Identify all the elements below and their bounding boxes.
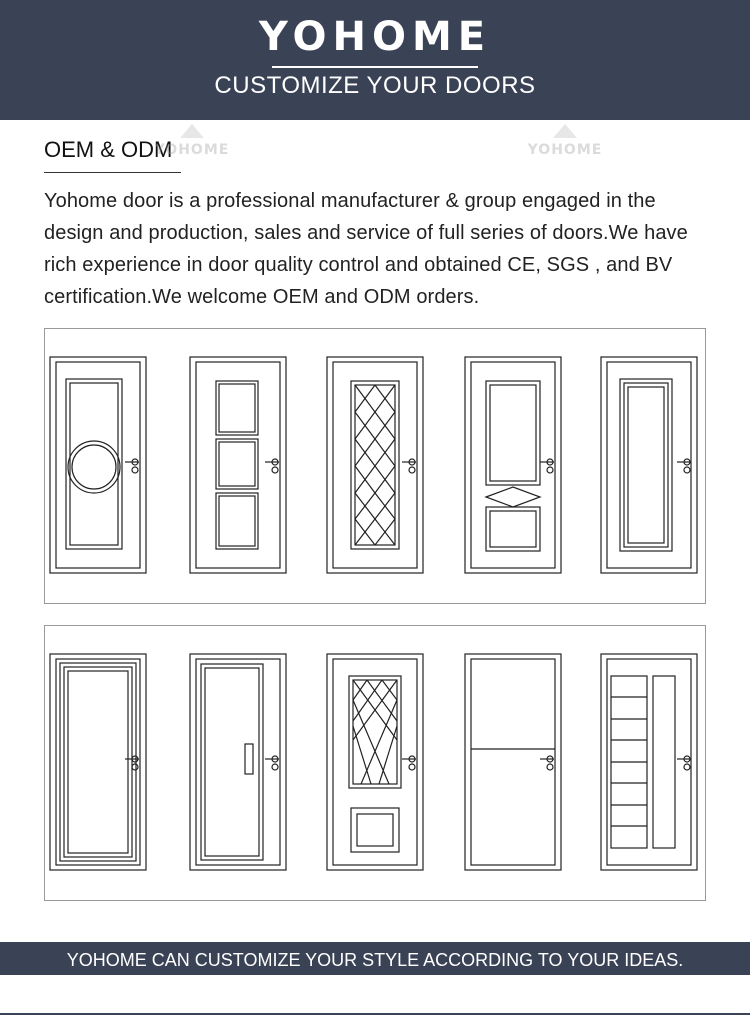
side-handle-glass-door	[190, 654, 286, 870]
full-glass-door	[601, 357, 697, 573]
watermark-logo	[525, 122, 605, 166]
watermark-text: YOHOME	[154, 142, 230, 158]
door-panel-row-2	[44, 625, 706, 901]
framed-glass-door	[50, 654, 146, 870]
door-drawings-row-2	[45, 626, 705, 900]
three-panel-door	[190, 357, 286, 573]
logo-underline	[272, 66, 478, 68]
title-underline	[44, 172, 181, 173]
intro-paragraph: Yohome door is a professional manufacturer & group engaged in the design and production, sales and service of full series of doors.We have rich experience in door quality control and obtained CE, SGS , and BV certification.We welcome OEM and ODM orders.	[44, 190, 688, 308]
flat-line-door	[465, 654, 561, 870]
brand-logo: YOHOME	[258, 14, 492, 60]
section-title: OEM & ODM	[44, 137, 173, 162]
footer-banner	[0, 942, 750, 975]
header-tagline: CUSTOMIZE YOUR DOORS	[214, 72, 536, 99]
ladder-panel-door	[601, 654, 697, 870]
diamond-lattice-door	[327, 357, 423, 573]
lattice-window-door	[327, 654, 423, 870]
door-panel-row-1	[44, 328, 706, 604]
footer-text: YOHOME CAN CUSTOMIZE YOUR STYLE ACCORDING TO YOUR IDEAS.	[66, 950, 684, 970]
watermark-logo	[152, 122, 232, 166]
circle-panel-door	[50, 357, 146, 573]
diamond-inlay-door	[465, 357, 561, 573]
door-drawings-row-1	[45, 329, 705, 603]
watermark-text: YOHOME	[527, 142, 603, 158]
header-banner	[0, 0, 750, 120]
